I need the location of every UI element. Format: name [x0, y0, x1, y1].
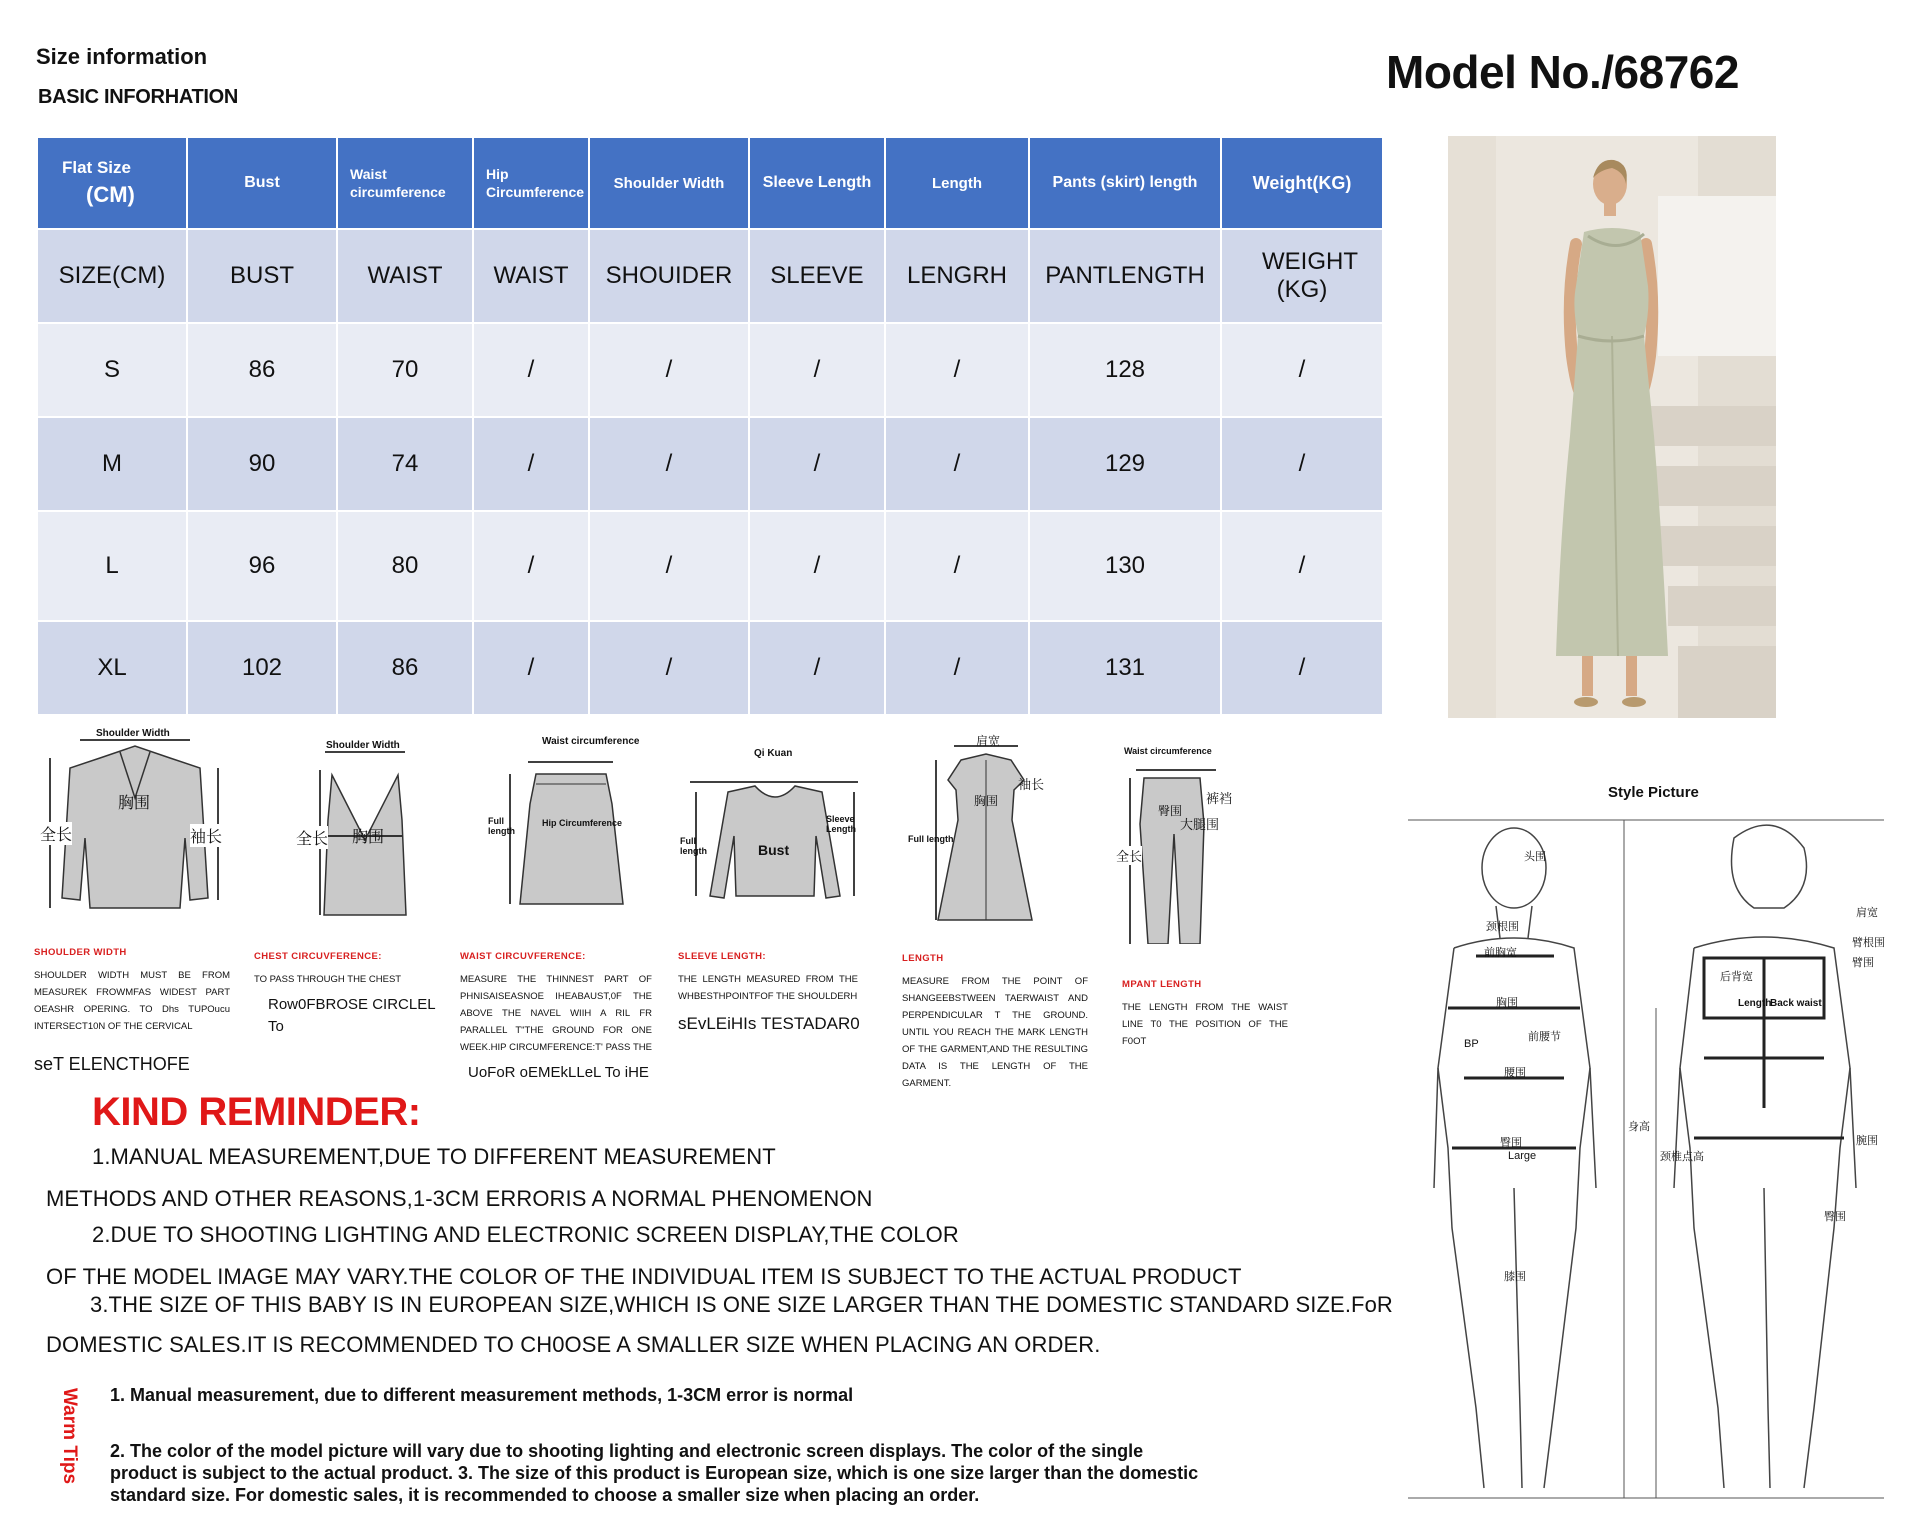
sweater-length-label: Full length: [680, 836, 707, 856]
table-cell: /: [589, 323, 749, 417]
shoulder-desc-body: SHOULDER WIDTH MUST BE FROM MEASUREK FROWMFAS WIDEST PART OEASHR OPERING. TO Dhs TUPOucu INTERSECT10N OF THE CERVICAL: [34, 970, 230, 1032]
table-cell: 102: [187, 621, 337, 715]
sweater-sleeve-label: Sleeve Length: [826, 814, 856, 834]
pants-waist-label: Waist circumference: [1124, 746, 1212, 756]
pants-rise-label: 裤裆: [1206, 791, 1233, 806]
reminder-line: 3.THE SIZE OF THIS BABY IS IN EUROPEAN SIZE,WHICH IS ONE SIZE LARGER THAN THE DOMESTIC STANDARD SIZE.FoR: [90, 1292, 1393, 1317]
table-cell: L: [37, 511, 187, 621]
table-cell: /: [473, 417, 589, 511]
back-label: 后背宽: [1720, 971, 1753, 983]
sleeve-desc-body: THE LENGTH MEASURED FROM THE WHBESTHPOINTFOF THE SHOULDERH: [678, 974, 858, 1002]
dress-shoulder-label: 肩宽: [976, 734, 1001, 748]
header-shoulder: Shoulder Width: [589, 137, 749, 229]
chest-desc-foot: Row0FBROSE CIRCLEL To: [268, 996, 436, 1035]
back-label: 臂根围: [1852, 937, 1885, 949]
skirt-waist-label: Waist circumference: [542, 736, 640, 747]
front-label: BP: [1464, 1038, 1479, 1050]
waist-desc-foot: UoFoR oEMEkLLeL To iHE: [468, 1064, 649, 1081]
page-subtitle: BASIC INFORHATION: [38, 86, 239, 108]
skirt-hip-label: Hip Circumference: [542, 818, 623, 828]
dress-sketch: [906, 730, 1056, 930]
pant-desc-body: THE LENGTH FROM THE WAIST LINE T0 THE POSITION OF THE F0OT: [1122, 1002, 1288, 1047]
table-cell: M: [37, 417, 187, 511]
pants-hip-label: 臀围: [1158, 804, 1183, 818]
front-label: 胸围: [1496, 997, 1518, 1009]
table-row: [37, 511, 1383, 621]
table-cell: WEIGHT (KG): [1221, 229, 1383, 323]
reminder-line: 1.MANUAL MEASUREMENT,DUE TO DIFFERENT MEASUREMENT: [92, 1144, 776, 1169]
table-cell: 90: [187, 417, 337, 511]
table-cell: S: [37, 323, 187, 417]
chest-desc-body: TO PASS THROUGH THE CHEST: [254, 974, 402, 985]
dress-length-label: Full length: [908, 834, 954, 844]
warm-tip-1: 1. Manual measurement, due to different measurement methods, 1-3CM error is normal: [110, 1385, 854, 1405]
model-photo: [1448, 136, 1776, 718]
front-label: 身高: [1628, 1121, 1650, 1133]
table-cell: 70: [337, 323, 473, 417]
dress-chest-label: 胸围: [974, 794, 999, 808]
camisole-chest-label: 胸围: [352, 829, 385, 846]
pants-icon: [1116, 744, 1256, 944]
table-cell: /: [749, 417, 885, 511]
table-cell: /: [473, 323, 589, 417]
header-flat-size: Flat Size (CM): [37, 137, 187, 229]
table-cell: SIZE(CM): [37, 229, 187, 323]
table-cell: /: [1221, 621, 1383, 715]
table-row: [37, 417, 1383, 511]
waist-desc-body: MEASURE THE THINNEST PART OF PHNISAISEASNOE IHEABAUST,0F THE ABOVE THE NAVEL WIIH A RIL FR PARALLEL T"THE GROUND FOR ONE WEEK.HIP CIRCUMFERENCE:T' PASS THE: [460, 974, 652, 1053]
sleeve-description: [678, 948, 858, 1005]
dress-sleeve-label: 袖长: [1018, 777, 1045, 792]
jacket-shoulder-label: Shoulder Width: [96, 728, 170, 739]
warm-tips-label: [54, 1380, 84, 1500]
table-cell: /: [749, 511, 885, 621]
sweater-bust-label: Bust: [758, 842, 790, 858]
back-label: 臂围: [1852, 957, 1874, 969]
back-label: 颈椎点高: [1660, 1151, 1704, 1163]
table-cell: 86: [337, 621, 473, 715]
chest-description: [254, 948, 414, 988]
table-cell: /: [473, 511, 589, 621]
skirt-sketch: [488, 734, 658, 914]
back-label: 臀围: [1824, 1211, 1846, 1223]
header-pants-length: Pants (skirt) length: [1029, 137, 1221, 229]
table-cell: SHOUIDER: [589, 229, 749, 323]
reminder-line: METHODS AND OTHER REASONS,1-3CM ERRORIS A NORMAL PHENOMENON: [46, 1186, 873, 1211]
table-cell: /: [1221, 417, 1383, 511]
table-row: [37, 323, 1383, 417]
front-label: 臀围: [1500, 1137, 1522, 1149]
table-cell: /: [749, 621, 885, 715]
pant-desc-title: MPANT LENGTH: [1122, 979, 1202, 990]
jacket-sketch: [40, 728, 230, 918]
table-cell: /: [1221, 323, 1383, 417]
length-desc-body: MEASURE FROM THE POINT OF SHANGEEBSTWEEN TAERWAIST AND PERPENDICULAR T THE GROUND. UNTIL YOU REACH THE MARK LENGTH OF THE GARMENT,AND THE RESULTING DATA IS THE LENGTH OF THE GARMENT.: [902, 976, 1088, 1089]
table-cell: /: [589, 621, 749, 715]
table-cell: WAIST: [337, 229, 473, 323]
warm-tips-text: Warm Tips: [59, 1387, 80, 1485]
table-cell: /: [749, 323, 885, 417]
header-waist: Waist circumference: [337, 137, 473, 229]
table-cell: 96: [187, 511, 337, 621]
camisole-shoulder-label: Shoulder Width: [326, 740, 400, 751]
front-label: Large: [1508, 1150, 1537, 1162]
front-label: 颈根围: [1486, 921, 1519, 933]
table-cell: /: [885, 621, 1029, 715]
table-cell: /: [885, 511, 1029, 621]
table-cell: SLEEVE: [749, 229, 885, 323]
header-bust: Bust: [187, 137, 337, 229]
table-cell: /: [473, 621, 589, 715]
table-cell: 130: [1029, 511, 1221, 621]
size-table: [36, 136, 1384, 716]
warm-tip-2: 2. The color of the model picture will vary due to shooting lighting and electronic screen displays. The color of the single product is subject to the actual product. 3. The size of this product is European size, which is one size larger than the domestic standard size. For domestic sales, it is recommended to choose a smaller size when placing an order.: [110, 1441, 1199, 1505]
front-label: 头围: [1524, 851, 1546, 863]
table-cell: /: [885, 417, 1029, 511]
header-weight: Weight(KG): [1221, 137, 1383, 229]
table-cell: WAIST: [473, 229, 589, 323]
sleeve-desc-title: SLEEVE LENGTH:: [678, 951, 766, 962]
back-label: Back waist: [1770, 998, 1822, 1009]
shoulder-desc-title: SHOULDER WIDTH: [34, 947, 127, 958]
table-cell: 80: [337, 511, 473, 621]
body-measurement-illustration: [1404, 808, 1890, 1508]
skirt-length-label: Full length: [488, 816, 515, 836]
table-cell: 86: [187, 323, 337, 417]
shoulder-description: [34, 944, 230, 1034]
table-label-row: [37, 229, 1383, 323]
sleeve-desc-foot: sEvLEiHIs TESTADAR0: [678, 1014, 860, 1033]
camisole-sketch: [290, 740, 440, 920]
table-cell: LENGRH: [885, 229, 1029, 323]
sweater-shoulder-label: Qi Kuan: [754, 748, 793, 759]
table-row: [37, 621, 1383, 715]
page-title: Size information: [36, 44, 208, 69]
back-label: 肩宽: [1856, 907, 1878, 919]
header-hip: Hip Circumference: [473, 137, 589, 229]
model-photo-illustration: [1448, 136, 1776, 718]
pants-thigh-label: 大腿围: [1180, 817, 1220, 832]
reminder-line: 2.DUE TO SHOOTING LIGHTING AND ELECTRONIC SCREEN DISPLAY,THE COLOR: [92, 1222, 959, 1247]
reminder-line: DOMESTIC SALES.IT IS RECOMMENDED TO CH0OSE A SMALLER SIZE WHEN PLACING AN ORDER.: [46, 1332, 1101, 1357]
header-unit: (CM): [86, 182, 135, 207]
header-sleeve: Sleeve Length: [749, 137, 885, 229]
sweater-sketch: [680, 746, 870, 926]
chest-desc-title: CHEST CIRCUVFERENCE:: [254, 951, 382, 962]
jacket-sleeve-label: 袖长: [190, 824, 222, 847]
table-cell: XL: [37, 621, 187, 715]
pants-length-label: 全长: [1116, 846, 1142, 865]
table-cell: BUST: [187, 229, 337, 323]
back-label: Length: [1738, 998, 1772, 1009]
table-cell: 129: [1029, 417, 1221, 511]
reminder-line: OF THE MODEL IMAGE MAY VARY.THE COLOR OF THE INDIVIDUAL ITEM IS SUBJECT TO THE ACTUAL PRODUCT: [46, 1264, 1242, 1289]
front-label: 腰围: [1504, 1067, 1526, 1079]
front-label: 前胸宽: [1484, 947, 1517, 959]
header-length: Length: [885, 137, 1029, 229]
length-description: [902, 950, 1088, 1092]
dress-icon: [906, 730, 1056, 930]
table-header-row: [37, 137, 1383, 229]
pant-length-description: [1122, 976, 1288, 1050]
table-cell: PANTLENGTH: [1029, 229, 1221, 323]
table-cell: 131: [1029, 621, 1221, 715]
kind-reminder-title: KIND REMINDER:: [92, 1090, 421, 1134]
camisole-length-label: 全长: [296, 826, 328, 849]
length-desc-title: LENGTH: [902, 953, 944, 964]
shoulder-desc-foot: seT ELENCTHOFE: [34, 1054, 190, 1074]
table-cell: /: [589, 417, 749, 511]
table-cell: /: [589, 511, 749, 621]
waist-desc-title: WAIST CIRCUVFERENCE:: [460, 951, 586, 962]
table-cell: /: [885, 323, 1029, 417]
jacket-length-label: 全长: [40, 822, 72, 845]
model-number: Model No./68762: [1386, 46, 1739, 98]
front-label: 膝围: [1504, 1271, 1526, 1283]
jacket-chest-label: 胸围: [118, 795, 151, 812]
back-label: 腕围: [1856, 1135, 1878, 1147]
front-label: 前腰节: [1528, 1031, 1561, 1043]
waist-description: [460, 948, 652, 1058]
table-cell: 128: [1029, 323, 1221, 417]
measurement-figures: [1404, 808, 1890, 1508]
table-cell: 74: [337, 417, 473, 511]
style-picture-title: Style Picture: [1608, 784, 1699, 801]
pants-sketch: [1116, 744, 1256, 944]
table-cell: /: [1221, 511, 1383, 621]
